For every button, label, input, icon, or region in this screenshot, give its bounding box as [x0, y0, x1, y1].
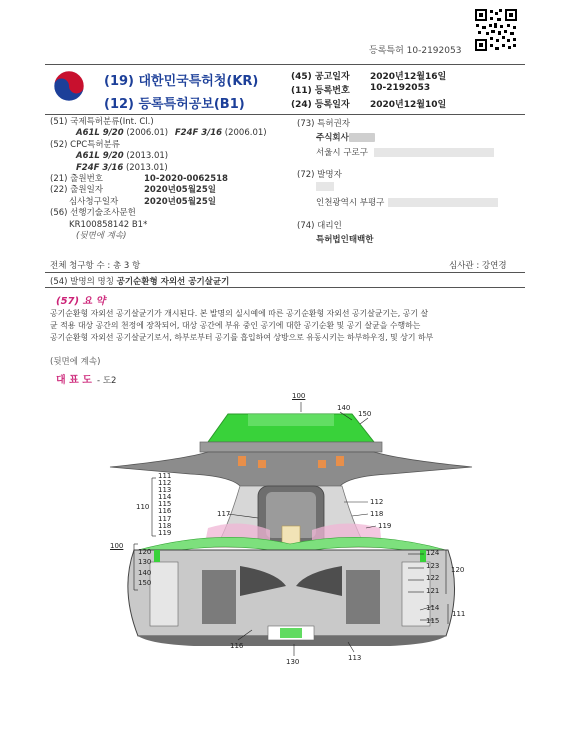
invention-label: (54) 발명의 명칭: [50, 277, 114, 287]
app-date-value: 2020년05월25일: [144, 185, 216, 196]
rep-figure-label: [56, 368, 116, 387]
reg-no-label: (11) 등록번호: [291, 86, 350, 96]
title-bottom-rule: [45, 114, 525, 115]
fig-right-lower: [426, 602, 439, 627]
examiner: 심사관 : 강연경: [449, 261, 507, 271]
gazette-title: (12) 등록특허공보(B1): [104, 97, 245, 112]
fig-label-115: 115: [158, 500, 172, 509]
cpc-code-2: F24F 3/16: [76, 162, 124, 173]
fig-label-111: 111: [158, 472, 172, 480]
fig-label-130b: 130: [286, 658, 300, 666]
agent-label: (74) 대리인: [297, 221, 342, 231]
inventor-label: (72) 발명자: [297, 170, 342, 180]
cpc-date-2: (2013.01): [125, 162, 168, 173]
inventor-name-redacted: [316, 182, 334, 192]
exam-date-value: 2020년05월25일: [144, 196, 216, 207]
fig-left-group: [158, 473, 171, 537]
app-no-label: (21) 출원번호: [50, 174, 103, 185]
fig-label-117: 117: [158, 514, 172, 523]
fig-label-120: 120: [138, 548, 152, 556]
fig-label-113: 113: [158, 486, 172, 495]
app-date-row: [50, 185, 290, 196]
patentee-label: (73) 특허권자: [297, 119, 350, 129]
rep-label: 대 표 도: [56, 375, 92, 386]
taegeuk-logo: [53, 70, 85, 102]
fig-label-119: 119: [158, 528, 172, 537]
prior-art-value: KR100858142 B1*: [69, 219, 148, 230]
invention-bottom-rule: [45, 287, 525, 288]
fig-label-150b: 150: [138, 579, 152, 588]
fig-label-114: 114: [158, 493, 172, 502]
fig-right-group: [426, 547, 439, 597]
fig-label-116b: 116: [230, 642, 244, 650]
app-date-label: (22) 출원일자: [50, 185, 103, 196]
top-rule: [45, 64, 525, 65]
fig-label-100-top: 100: [292, 392, 306, 400]
inventor-addr-row: [316, 196, 498, 208]
fig-label-123: 123: [426, 561, 440, 570]
pub-info: [291, 69, 521, 111]
cpc-row-1: [50, 151, 290, 162]
ipc-code-2: F24F 3/16: [174, 128, 223, 139]
fig-label-140b: 140: [138, 568, 152, 577]
abstract-line-1: 공기순환형 자외선 공기살균기가 개시된다. 본 발명의 실시예에 따른 공기순환형 자외선 공기살균기는, 공기 살: [50, 309, 429, 318]
redaction-block: [374, 148, 494, 157]
fig-label-100-left: 100: [110, 542, 124, 550]
reg-no-value: 10-2192053: [370, 83, 431, 93]
redaction-block: [349, 133, 375, 142]
fig-label-118b: 118: [370, 510, 384, 518]
pub-date-value: 2020년12월16일: [370, 72, 447, 82]
fig-label-113b: 113: [348, 654, 362, 662]
fig-label-112b: 112: [370, 498, 384, 506]
office-title: (19) 대한민국특허청(KR): [104, 74, 259, 89]
fig-label-124: 124: [426, 549, 440, 557]
cpc-label: (52) CPC특허분류: [50, 139, 120, 150]
fig-label-119b: 119: [378, 522, 392, 530]
fig-label-150: 150: [358, 410, 372, 418]
fig-label-117b: 117: [217, 510, 231, 518]
ipc-date-1: (2006.01): [126, 128, 169, 139]
ipc-label: (51) 국제특허분류(Int. Cl.): [50, 117, 154, 127]
fig-label-115b: 115: [426, 616, 440, 625]
fig-label-112: 112: [158, 479, 172, 488]
fig-label-116: 116: [158, 507, 172, 516]
patentee-addr-row: [316, 146, 494, 158]
reg-date-label: (24) 등록일자: [291, 100, 350, 110]
prior-art-label: (56) 선행기술조사문헌: [50, 208, 136, 219]
app-no-value: 10-2020-0062518: [144, 174, 228, 185]
ipc-code-1: A61L 9/20: [76, 128, 124, 139]
fig-label-120-right: 120: [451, 566, 465, 574]
agent-name: 특허법인태백한: [316, 235, 374, 245]
left-continued: (뒷면에 계속): [76, 231, 127, 242]
ipc-row: [50, 128, 290, 139]
abstract-heading: (57) 요 약: [56, 296, 106, 307]
exam-date-row: [50, 197, 290, 208]
fig-label-122: 122: [426, 574, 440, 582]
cpc-row-2: [50, 163, 290, 174]
pub-date-label: (45) 공고일자: [291, 72, 350, 82]
ipc-date-2: (2006.01): [224, 128, 267, 139]
fig-label-130: 130: [138, 558, 152, 567]
fig-label-111-right: 111: [452, 610, 466, 618]
invention-row: [50, 275, 229, 287]
fig-left-lower: [138, 547, 151, 589]
qr-code: [474, 8, 518, 52]
fig-label-118: 118: [158, 521, 172, 530]
invention-title: 공기순환형 자외선 공기살균기: [116, 277, 230, 287]
abstract-body: [50, 308, 528, 345]
fig-label-110: 110: [136, 503, 150, 511]
patentee-row: [316, 131, 375, 143]
cpc-code-1: A61L 9/20: [76, 151, 124, 162]
abstract-continued: (뒷면에 계속): [50, 357, 101, 367]
fig-label-121: 121: [426, 586, 440, 595]
cpc-date-1: (2013.01): [126, 151, 169, 162]
inventor-address: 인천광역시 부평구: [316, 198, 385, 208]
left-fields: [50, 117, 290, 242]
app-no-row: [50, 174, 290, 185]
patentee-name: 주식회사: [316, 133, 349, 143]
exam-date-label: 심사청구일자: [69, 196, 119, 207]
abstract-line-3: 공기순환형 자외선 공기살균기로서, 하부로부터 공기를 흡입하여 상방으로 유동시키는 하부하우징, 및 상기 하부: [50, 333, 434, 343]
rep-fig: - 도2: [97, 376, 117, 386]
redaction-block: [388, 198, 498, 207]
invention-top-rule: [45, 272, 525, 273]
fig-label-114b: 114: [426, 604, 440, 612]
doc-number: 등록특허 10-2192053: [369, 46, 462, 56]
fig-label-140: 140: [337, 404, 351, 412]
claims-count: 전체 청구항 수 : 총 3 항: [50, 261, 141, 271]
reg-date-value: 2020년12월10일: [370, 100, 447, 110]
representative-figure: [90, 390, 510, 675]
abstract-line-2: 균 적용 대상 공간의 천정에 장착되어, 대상 공간에 부유 중인 공기에 대한 공기순환 및 공기 살균을 수행하는: [50, 321, 421, 331]
patentee-address: 서울시 구로구: [316, 148, 368, 158]
